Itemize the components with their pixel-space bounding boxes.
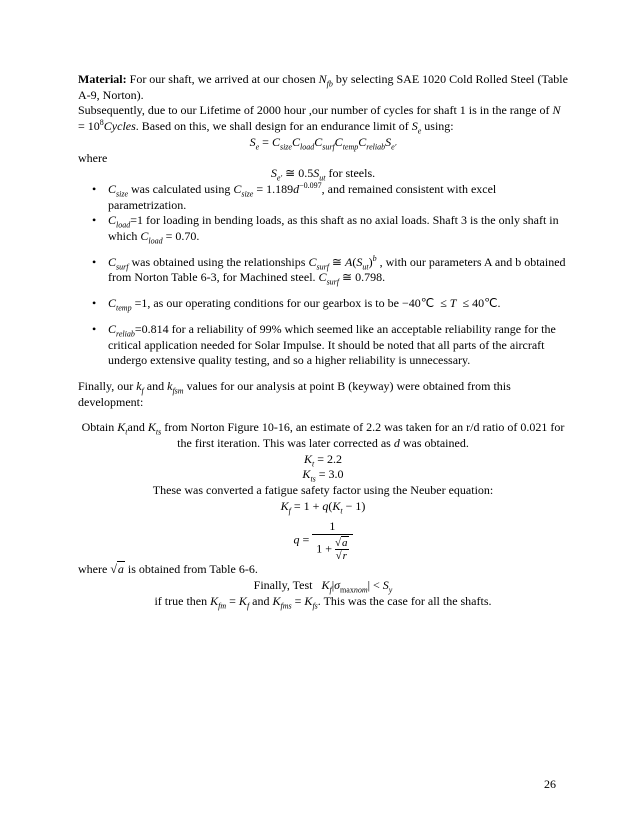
if-true-statement: if true then $K_{fm} = K_f$ and $K_{fms} = K_{fs}$. This was the case for all the shafts.: [154, 593, 492, 611]
page-number: 26: [544, 777, 556, 791]
bullet-csize: • $C_{size}$ was calculated using $C_{size} = 1.189d^{-0.097}$, and remained consistent with excel parametrization.: [92, 180, 497, 212]
finally-test: Finally, Test $K_f|\sigma_{maxnom}| < S_y$: [253, 577, 393, 595]
q-equation: q = 1 1 + $\frac{√a}{√r}$: [78, 519, 568, 563]
where-sqrt-a: where √a is obtained from Table 6-6.: [78, 562, 258, 577]
material-label: Material:: [78, 72, 127, 86]
bullet-cload: • $C_{load}=1$ for loading in bending loads, as this shaft as no axial loads. Shaft 3 is the only shaft in which $C_{load} = 0.70$.: [92, 213, 559, 246]
nfb-symbol: $N_{fb}$: [318, 72, 333, 89]
material-paragraph: Material: For our shaft, we arrived at our chosen $N_{fb}$ by selecting SAE 1020 Cold Rolled Steel (Table A-9, Norton).: [78, 72, 568, 102]
q-fraction: 1 1 + $\frac{√a}{√r}$: [312, 519, 352, 563]
bullet-creliab: • $C_{reliab}=0.814$ for a reliability of 99% which seemed like an acceptable reliability range for the critical application needed for Solar Impulse. It should be noted that all parts of the aircraft undergo extensive quality testing, and so a higher reliability is unnecessary.: [92, 321, 556, 368]
converted-text: These was converted a fatigue safety factor using the Neuber equation:: [152, 483, 494, 498]
obtain-paragraph: Obtain $K_tand$ $K_{ts}$ from Norton Figure 10-16, an estimate of 2.2 was taken for an r/d ratio of 0.021 for the first iteration. This was later corrected as d was obtained.: [81, 420, 565, 451]
page-content: [78, 72, 568, 609]
kts-equation: $K_{ts} = 3.0$: [302, 467, 344, 484]
kt-equation: $K_t = 2.2$: [303, 451, 343, 469]
where-label: where: [78, 150, 108, 165]
bullet-ctemp: • $C_{temp} =1$, as our operating conditions for our gearbox is to be −40℃ ≤ T ≤ 40℃.: [92, 296, 501, 313]
bullet-csurf: • $C_{surf}$ was obtained using the relationships $C_{surf}$ ≅ $A(S_{ut})^b$ , with our parameters A and b obtained from Norton Table 6-3, for Machined steel. $C_{surf}$ ≅ 0.798.: [92, 253, 566, 287]
kf-equation: $K_f = 1 + q(K_t - 1)$: [280, 498, 366, 516]
cycles-paragraph: Subsequently, due to our Lifetime of 2000 hour ,our number of cycles for shaft 1 is in the range of $N = 10^8Cycles$. Based on this, we shall design for an endurance limit of $S_e$ using:: [78, 103, 561, 136]
se-prime-equation: $S_{e'}$ ≅ $0.5S_{ut}$ for steels.: [270, 166, 376, 183]
endurance-equation: $S_e = C_{size}C_{load}C_{surf}C_{temp}C_{reliab}S_{e'}$: [249, 134, 397, 152]
kf-paragraph: Finally, our $k_f$ and $k_{fsm}$ values for our analysis at point B (keyway) were obtained from this development:: [78, 378, 511, 409]
